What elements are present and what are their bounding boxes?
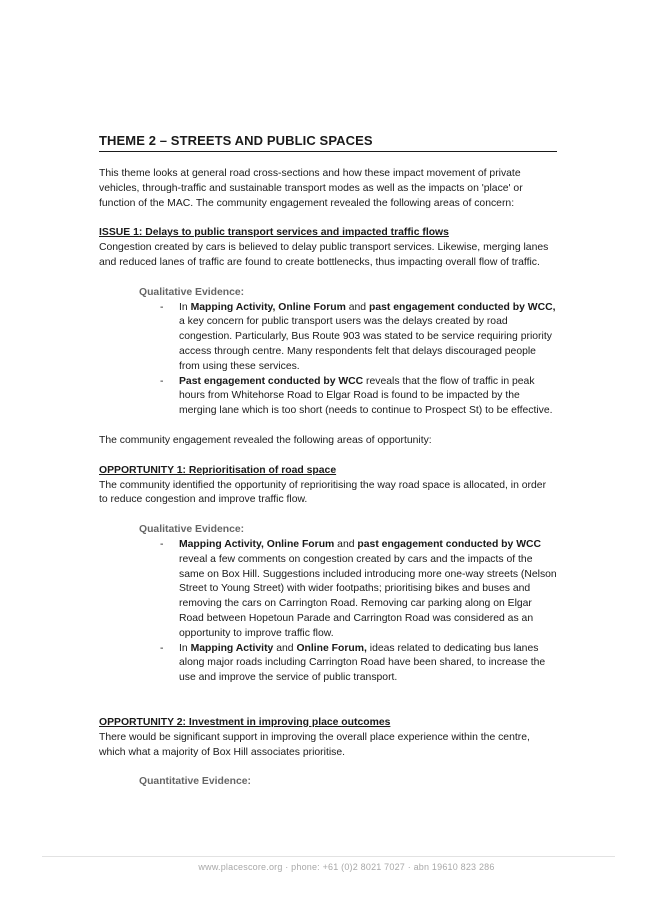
list-item: - Mapping Activity, Online Forum and past engagement conducted by WCC reveal a few comments on congestion created by cars and the impacts of the same on Box Hill. Suggestions included introducing more one-way streets (Nelson Street to Young Street) with wider footpaths; prioritising bikes and buses and removing the cars on Carrington Road. Removing car parking along on Elgar Road between Hopetoun Parade and Carrington Road was considered as an opportunity to improve traffic flow. — [160, 538, 557, 639]
issue-1-evidence-list — [99, 301, 557, 419]
page-footer: www.placescore.org · phone: +61 (0)2 8021 7027 · abn 19610 823 286 — [198, 862, 495, 872]
issue-1-heading: ISSUE 1: Delays to public transport services and impacted traffic flows — [99, 227, 449, 239]
footer-divider — [42, 856, 615, 857]
document-page — [99, 133, 557, 790]
opportunity-1-body: The community identified the opportunity of reprioritising the way road space is allocated, in order to reduce congestion and improve traffic flow. — [99, 479, 547, 506]
issue-1-evidence-label: Qualitative Evidence: — [139, 286, 245, 298]
opportunity-2-heading: OPPORTUNITY 2: Investment in improving place outcomes — [99, 716, 391, 728]
intro-paragraph: This theme looks at general road cross-sections and how these impact movement of private vehicles, through-traffic and sustainable transport modes as well as the impacts on 'place' or function of the MAC. The community engagement revealed the following areas of concern: — [99, 168, 523, 209]
opportunity-1-heading: OPPORTUNITY 1: Reprioritisation of road space — [99, 464, 337, 476]
theme-title: THEME 2 – STREETS AND PUBLIC SPACES — [99, 133, 557, 152]
list-item: - In Mapping Activity and Online Forum, ideas related to dedicating bus lanes along major roads including Carrington Road have been shared, to increase the use and improve the service of public transport. — [160, 642, 546, 684]
opportunity-1-evidence-label: Qualitative Evidence: — [139, 524, 245, 536]
list-item: - Past engagement conducted by WCC reveals that the flow of traffic in peak hours from Whitehorse Road to Elgar Road is found to be impacted by the merging lane which is too short (needs to continue to Prospect St) to be effective. — [160, 375, 553, 417]
opportunity-2-body: There would be significant support in improving the overall place experience within the centre, which what a majority of Box Hill associates prioritise. — [99, 731, 530, 758]
issue-1-body: Congestion created by cars is believed to delay public transport services. Likewise, merging lanes and reduced lanes of traffic are found to create bottlenecks, thus impacting overall flow of traffic. — [99, 242, 549, 268]
opportunity-intro: The community engagement revealed the following areas of opportunity: — [99, 434, 432, 446]
opportunity-2-evidence-label: Quantitative Evidence: — [139, 776, 252, 788]
list-item: - In Mapping Activity, Online Forum and past engagement conducted by WCC, a key concern for public transport users was the delays created by road congestion. Particularly, Bus Route 903 was stated to be service requiring priority access through centre. Many respondents felt that delays discouraged people from using these services. — [160, 301, 556, 372]
opportunity-1-evidence-list — [99, 538, 557, 686]
